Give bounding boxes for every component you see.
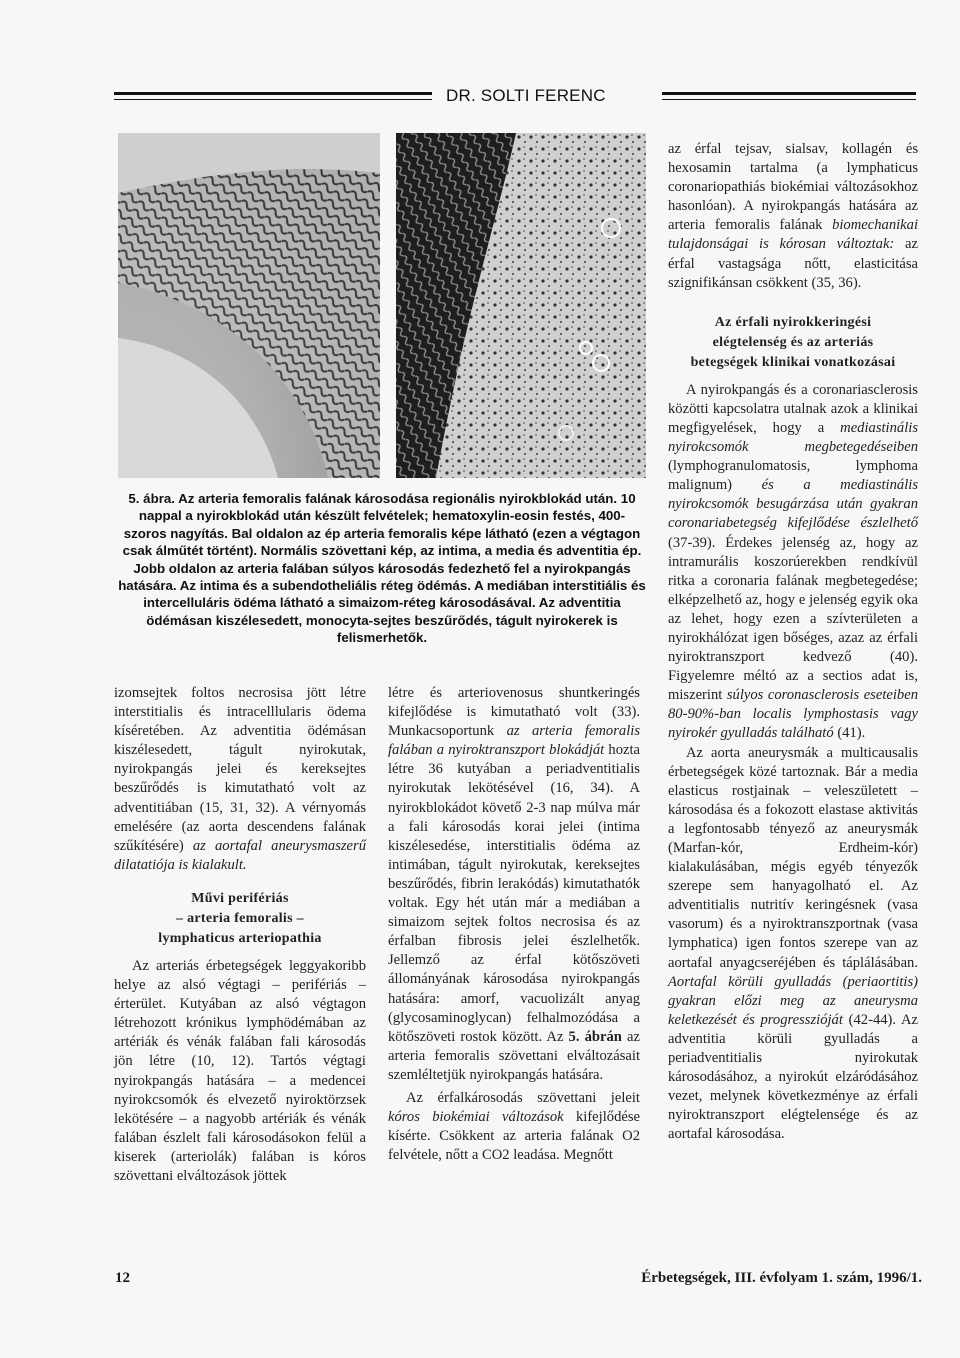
col3-p3-italic: Aortafal körüli gyulladás (periaortitis) gyakran előzi meg az aneurysma keletkezését és progresszióját xyxy=(668,973,918,1028)
col3-p2-italic-3: súlyos coronasclerosis eseteiben 80-90%-ban localis lymphostasis vagy nyirokér gyulladás található xyxy=(668,687,918,742)
header-rule-left xyxy=(114,92,432,95)
col3-p1-rest: az érfal vastagsága nőtt, elasticitása szignifikánsan csökkent (35, 36). xyxy=(668,236,918,291)
col3-paragraph-2 xyxy=(668,381,918,744)
col3-p2-italic-1: mediastinális nyirokcsomók megbetegedéseiben xyxy=(668,419,918,456)
col2-p2-rest: kifejlődése kísérte. Csökkent az arteria falának O2 felvétele, nőtt a CO2 leadása. Megnőtt xyxy=(388,1109,640,1164)
micrograph-left xyxy=(118,133,380,478)
col3-p2-text-c: (41). xyxy=(837,725,866,742)
col1-paragraph-1 xyxy=(114,684,366,875)
publication-info: Érbetegségek, III. évfolyam 1. szám, 1996/1. xyxy=(641,1270,922,1286)
col1-heading-line-2: – arteria femoralis – xyxy=(176,910,304,926)
header-rule-right-thin xyxy=(662,99,916,100)
col2-p1-text: létre és arteriovenosus shuntkeringés kifejlődése is kimutatható volt (33). Munkacsoportunk xyxy=(388,685,640,740)
col2-p1-rest: hozta létre 36 kutyában a periadventitialis nyirokutak lekötésével (16, 34). A nyirokblokádot követő 2-3 nap múlva már a fali károsodás korai jelei (intima kiszélesedése, interstitialis ödéma az intimában, tágult nyirokutak, kereksejtes beszűrődés, fibrin lerakódás) kimutathatók voltak. Egy hét után már a mediában a simaizom sejtek foltos necrosisa és az érfalban fibrosis jelei észlelhetők. Jellemző az érfal kötőszöveti állományának károsodása nyirokpangás hatására: amorf, vacuolizált anyag (glycosaminoglycan) felhalmozódása a kötőszöveti rostok között. Az xyxy=(388,742,640,1045)
col2-p1-figure-ref: 5. ábrán xyxy=(568,1028,622,1045)
col3-p1-italic: biomechanikai tulajdonságai is kórosan változtak: xyxy=(668,217,918,253)
col3-heading-line-3: betegségek klinikai vonatkozásai xyxy=(690,354,896,370)
micrograph-right xyxy=(396,133,646,478)
col3-heading-line-1: Az érfali nyirokkeringési xyxy=(714,314,872,330)
header-rule-left-thin xyxy=(114,99,432,100)
col2-p1-italic: az arteria femoralis falában a nyiroktranszport blokádját xyxy=(388,723,640,759)
col3-paragraph-1 xyxy=(668,140,918,293)
micrograph-normal-artery-image xyxy=(118,133,380,478)
col2-p2-italic: kóros biokémiai változások xyxy=(388,1109,564,1126)
micrograph-damaged-artery-image xyxy=(396,133,646,478)
col3-p2-italic-2: és a mediastinális nyirokcsomók besugárzása után gyakran coronariabetegség kifejlődése észlelhető xyxy=(668,477,918,532)
col3-section-heading xyxy=(668,313,918,373)
page-number: 12 xyxy=(115,1270,130,1286)
col2-paragraph-1 xyxy=(388,684,640,1085)
col3-p3-rest: (42-44). Az adventitia körüli gyulladás a periadventitialis nyirokutak károsodásához, a nyirokút elzáródásához vezet, melynek következménye az érfali nyiroktranszport elégtelensége és az aortafal károsodása. xyxy=(668,1011,918,1143)
col1-heading-line-1: Művi perifériás xyxy=(191,890,289,906)
col3-p2-text: A nyirokpangás és a coronariasclerosis közötti kapcsolatra utalnak azok a klinikai megfigyelések, hogy a xyxy=(668,381,918,436)
header-rule-right xyxy=(662,92,916,95)
col3-p3-text: Az aorta aneurysmák a multicausalis érbetegségek közé tartoznak. Bár a media elasticus rostjainak – veleszületett – károsodása és a fokozott elastase aktivitás a legfontosabb tényező az aneurysmák (Marfan-kór, Erdheim-kór) kialakulásában, mégis egyéb tényezők szerepe sem hanyagolható el. Az adventitialis nutritív keringésnek (vasa vasorum) és a nyiroktranszportnak (vasa lymphatica) igen fontos szerepe van az aortafal anyagcseréjében és táplálásában. xyxy=(668,744,918,971)
running-head: DR. SOLTI FERENC xyxy=(446,86,606,105)
col1-section-heading xyxy=(114,889,366,949)
col3-paragraph-3 xyxy=(668,744,918,1145)
col2-p1-end: az arteria femoralis szövettani elváltozásait szemléltetjük nyirokpangás hatására. xyxy=(388,1028,640,1083)
col1-p1-italic: az aortafal aneurysmaszerű dilatatiója is kialakult. xyxy=(114,837,367,873)
col1-paragraph-2: Az arteriás érbetegségek leggyakoribb helye az alsó végtagi – perifériás – érterület. Kutyában az alsó végtagon létrehozott krónikus lymphödémában az artériák és vénák falában fali károsodás jön létre (10, 12). Tartós végtagi nyirokpangás hatására – a medencei nyirokcsomók és elvezető nyiroktörzsek lekötésére – a nagyobb artériák és vénák falában észlelt fali károsodásokon felül a kiserek (arteriolák) falában is kóros szövettani elváltozások jöttek xyxy=(114,957,366,1184)
column-1 xyxy=(114,684,366,1186)
col1-heading-line-3: lymphaticus arteriopathia xyxy=(158,930,322,946)
col3-p1-text: az érfal tejsav, sialsav, kollagén és hexosamin tartalma (a lymphaticus coronariopathiás biokémiai változásokhoz hasonlóan). A nyirokpangás hatására az arteria femoralis falának xyxy=(668,141,918,234)
col3-p2-text-a: (lymphogranulomatosis, lymphoma malignum) xyxy=(668,458,918,494)
column-3 xyxy=(668,140,918,1145)
column-2 xyxy=(388,684,640,1165)
col3-p2-text-b: (37-39). Érdekes jelenség az, hogy az intramurális koszorúerekben rendkívül ritka a coronaria falának megbetegedése; elképzelhető az, hogy e jelenség egyik oka az lehet, hogy ezen a szívterületen a nyirokhálózat igen bőséges, azaz az érfali nyiroktranszport kedvező (40). Figyelemre méltó az a sectios adat is, miszerint xyxy=(668,534,918,704)
col1-p1-text: izomsejtek foltos necrosisa jött létre interstitialis és intracelllularis ödema kíséretében. Az adventitia ödémásan kiszélesedett, tágult nyirokutak, nyirokpangás jelei és kereksejtes beszűrődés is kimutatható volt az adventitiában (15, 31, 32). A vérnyomás emelésére (az aorta descendens falának szűkítésére) xyxy=(114,685,366,854)
col2-paragraph-2 xyxy=(388,1089,640,1165)
col3-heading-line-2: elégtelenség és az arteriás xyxy=(712,334,874,350)
col2-p2-text: Az érfalkárosodás szövettani jeleit xyxy=(406,1089,640,1106)
figure-caption: 5. ábra. Az arteria femoralis falának károsodása regionális nyirokblokád után. 10 nappal a nyirokblokád után készült felvételek; hematoxylin-eosin festés, 400-szoros nagyítás. Bal oldalon az ép arteria femoralis képe látható (ezen a végtagon csak álműtét történt). Normális szövettani kép, az intima, a media és adventitia ép. Jobb oldalon az arteria falában súlyos károsodás fedezhető fel a nyirokpangás hatására. Az intima és a subendotheliális réteg ödémás. A mediában interstitiális és intercelluláris ödéma látható a simaizom-réteg károsodásával. Az adventitia ödémásan kiszélesedett, monocyta-sejtes beszűrődés, tágult nyirokerek is felismerhetők. xyxy=(118,491,646,646)
